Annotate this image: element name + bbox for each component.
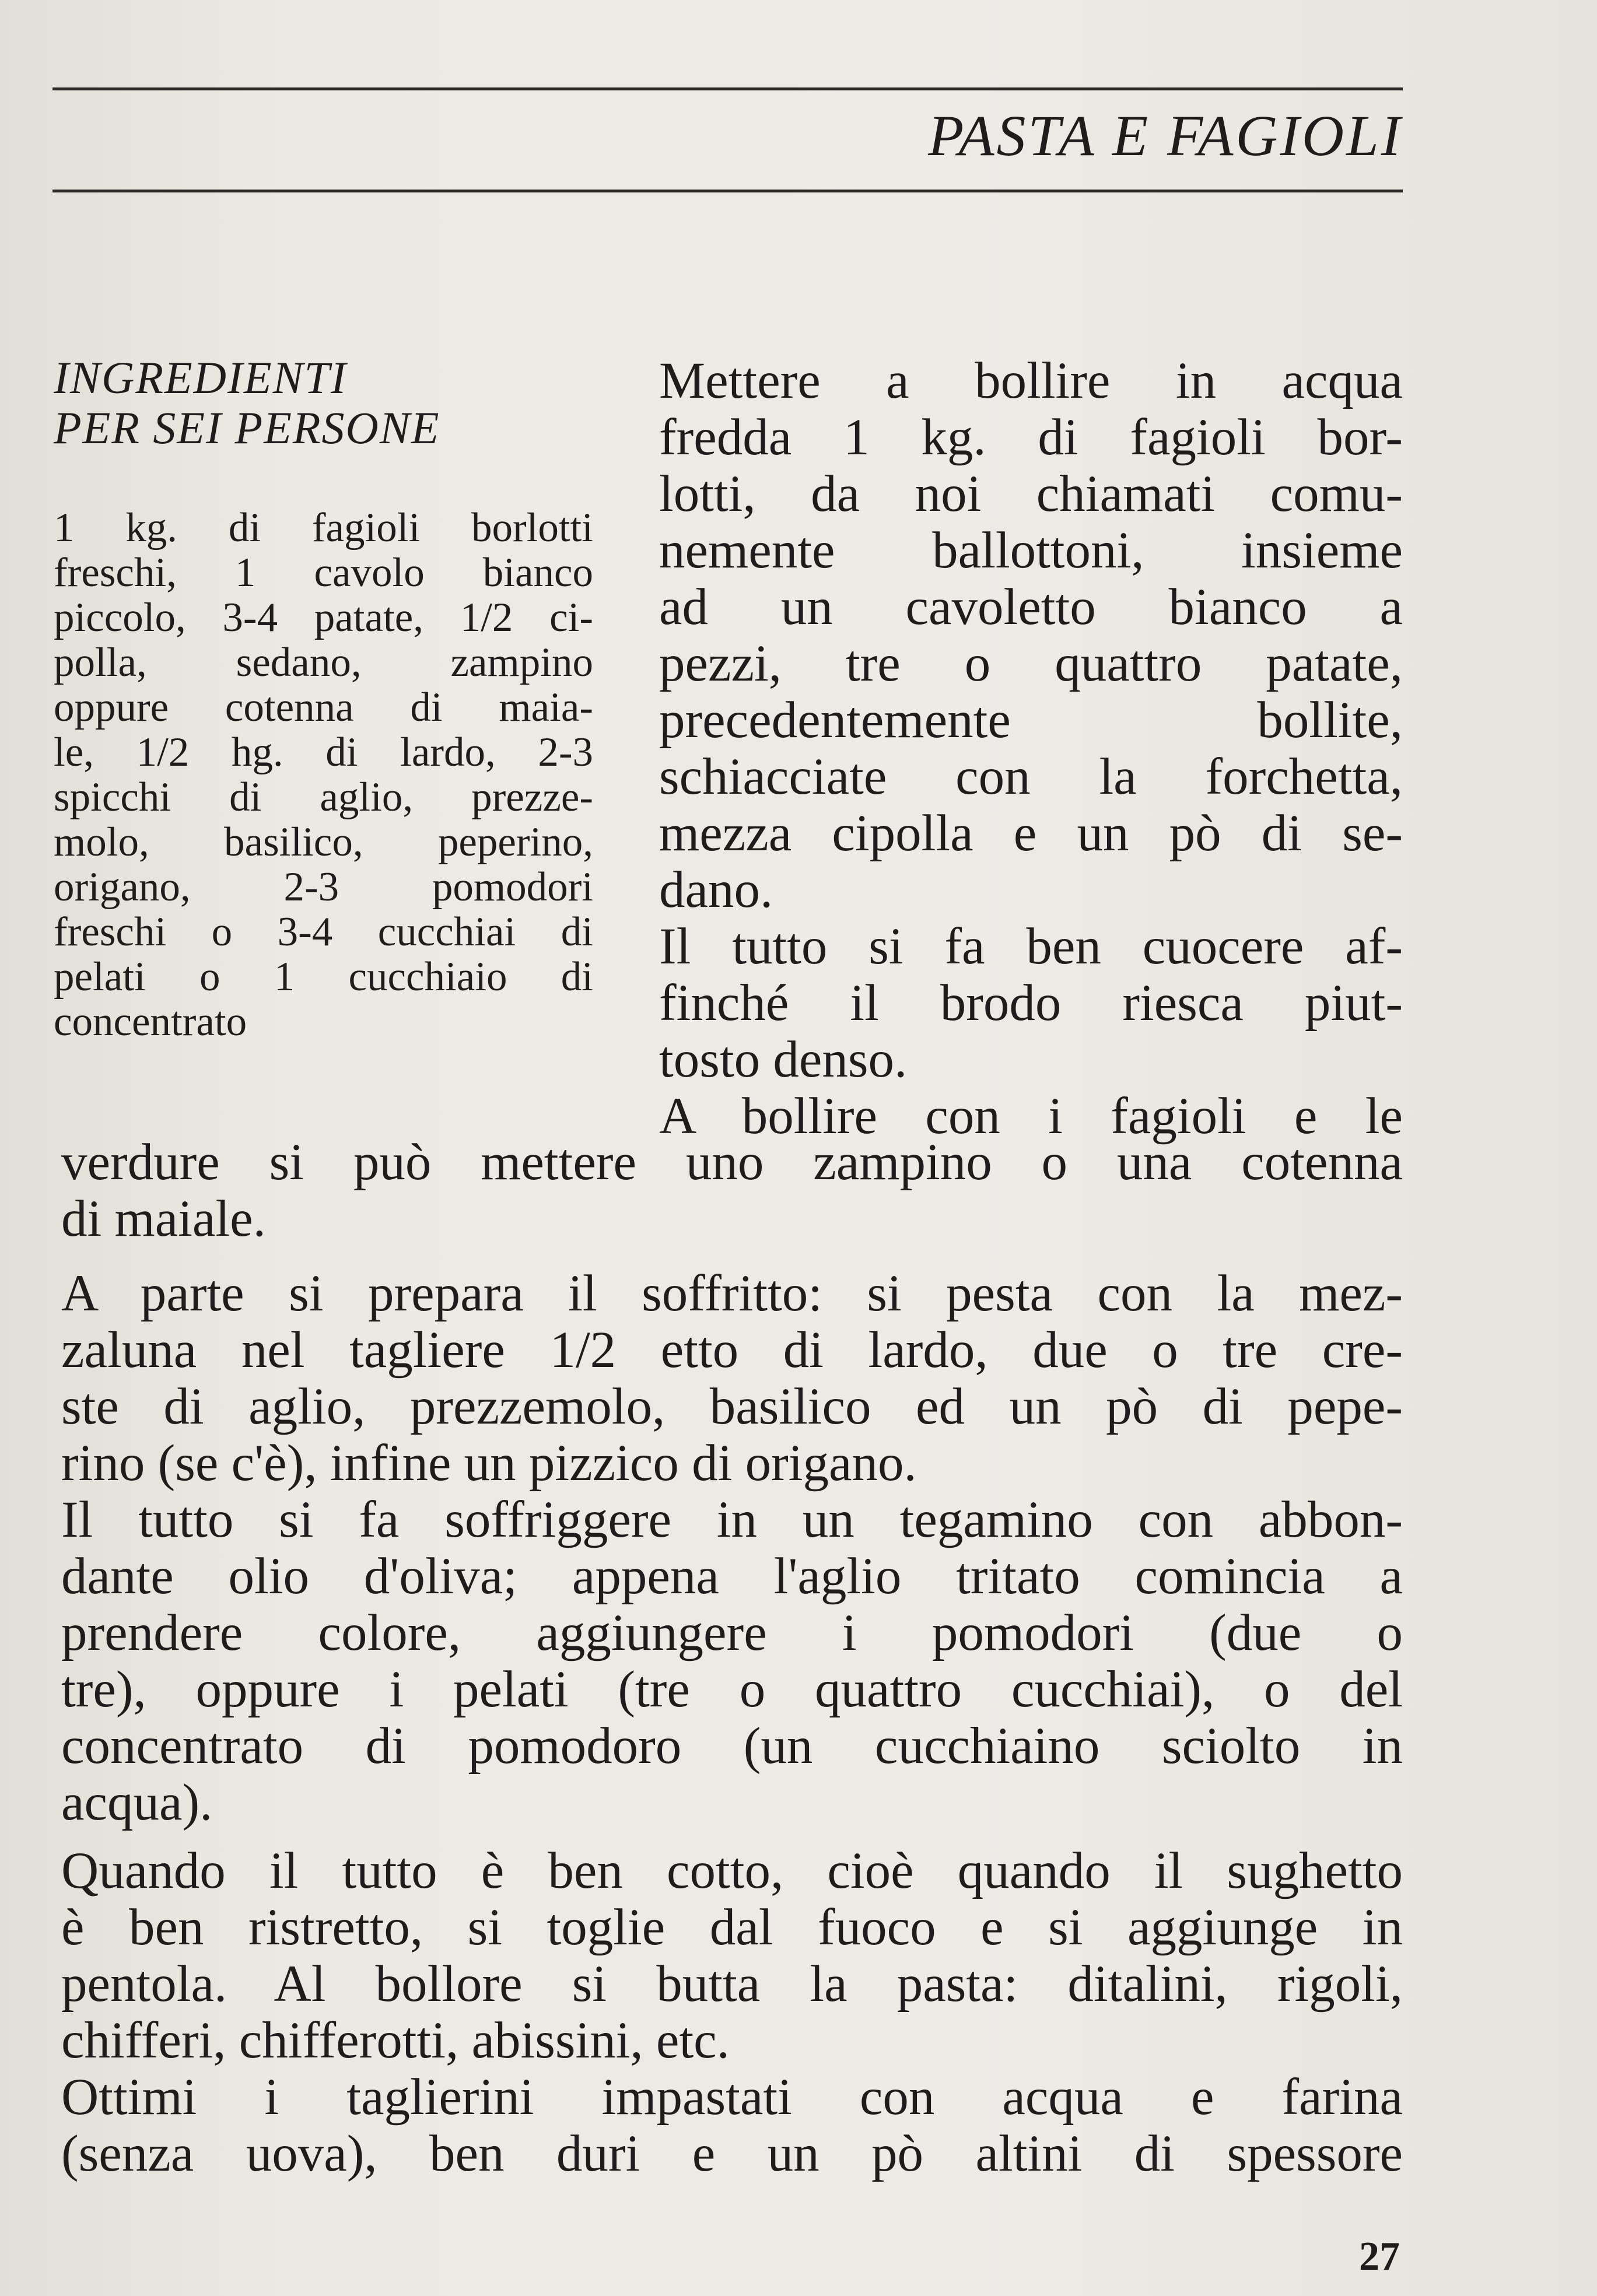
ingredients-heading <box>54 353 593 453</box>
text-line: nemente ballottoni, insieme <box>659 522 1403 579</box>
text-line: ad un cavoletto bianco a <box>659 579 1403 636</box>
page-number: 27 <box>1359 2234 1400 2279</box>
ingredients-line: origano, 2-3 pomodori <box>54 864 593 910</box>
ingredients-line: piccolo, 3-4 patate, 1/2 ci- <box>54 595 593 640</box>
running-title: PASTA E FAGIOLI <box>928 103 1403 168</box>
text-line: finché il brodo riesca piut- <box>659 975 1403 1032</box>
recipe-paragraph <box>61 1843 1403 2182</box>
text-line: verdure si può mettere uno zampino o una cotenna <box>61 1134 1403 1191</box>
text-line: (senza uova), ben duri e un pò altini di spessore <box>61 2125 1403 2182</box>
text-line: dante olio d'oliva; appena l'aglio tritato comincia a <box>61 1548 1403 1605</box>
text-line: A parte si prepara il soffritto: si pesta con la mez- <box>61 1265 1403 1322</box>
ingredients-line: spicchi di aglio, prezze- <box>54 774 593 820</box>
text-line: A bollire con i fagioli e le <box>659 1088 1403 1145</box>
text-line: zaluna nel tagliere 1/2 etto di lardo, due o tre cre- <box>61 1321 1403 1379</box>
text-line: acqua). <box>61 1774 213 1831</box>
text-line: precedentemente bollite, <box>659 692 1403 749</box>
text-line: lotti, da noi chiamati comu- <box>659 465 1403 523</box>
ingredients-line: pelati o 1 cucchiaio di <box>54 954 593 1000</box>
text-line: chifferi, chifferotti, abissini, etc. <box>61 2012 730 2069</box>
ingredients-line: molo, basilico, peperino, <box>54 819 593 865</box>
ingredients-line: oppure cotenna di maia- <box>54 685 593 730</box>
ingredients-line: polla, sedano, zampino <box>54 640 593 685</box>
text-line: dano. <box>659 861 773 919</box>
ingredients-heading-line: INGREDIENTI <box>54 352 347 403</box>
header-rule-top <box>52 87 1403 90</box>
recipe-column-text <box>659 353 1403 1145</box>
text-line: Il tutto si fa ben cuocere af- <box>659 918 1403 975</box>
recipe-paragraph <box>61 1266 1403 1831</box>
text-line: è ben ristretto, si toglie dal fuoco e si aggiunge in <box>61 1899 1403 1956</box>
text-line: ste di aglio, prezzemolo, basilico ed un pò di pepe- <box>61 1378 1403 1435</box>
recipe-paragraph <box>61 1134 1403 1247</box>
ingredients-list <box>54 506 593 1044</box>
ingredients-line: 1 kg. di fagioli borlotti <box>54 505 593 551</box>
ingredients-line: le, 1/2 hg. di lardo, 2-3 <box>54 730 593 775</box>
ingredients-heading-line: PER SEI PERSONE <box>54 402 440 453</box>
text-line: mezza cipolla e un pò di se- <box>659 805 1403 862</box>
ingredients-column <box>54 353 593 1044</box>
text-line: Ottimi i taglierini impastati con acqua e farina <box>61 2069 1403 2126</box>
text-line: prendere colore, aggiungere i pomodori (due o <box>61 1604 1403 1661</box>
text-line: di maiale. <box>61 1190 266 1247</box>
text-line: tosto denso. <box>659 1031 908 1088</box>
text-line: Mettere a bollire in acqua <box>659 352 1403 409</box>
header-rule-bottom <box>52 190 1403 192</box>
text-line: schiacciate con la forchetta, <box>659 748 1403 805</box>
text-line: concentrato di pomodoro (un cucchiaino sciolto in <box>61 1717 1403 1775</box>
ingredients-line: freschi o 3-4 cucchiai di <box>54 909 593 955</box>
text-line: rino (se c'è), infine un pizzico di origano. <box>61 1435 917 1492</box>
text-line: Quando il tutto è ben cotto, cioè quando il sughetto <box>61 1842 1403 1899</box>
text-line: pezzi, tre o quattro patate, <box>659 635 1403 692</box>
text-line: pentola. Al bollore si butta la pasta: ditalini, rigoli, <box>61 1955 1403 2013</box>
ingredients-line: concentrato <box>54 999 247 1044</box>
ingredients-line: freschi, 1 cavolo bianco <box>54 550 593 595</box>
text-line: fredda 1 kg. di fagioli bor- <box>659 409 1403 466</box>
text-line: tre), oppure i pelati (tre o quattro cucchiai), o del <box>61 1661 1403 1718</box>
text-line: Il tutto si fa soffriggere in un tegamino con abbon- <box>61 1491 1403 1548</box>
